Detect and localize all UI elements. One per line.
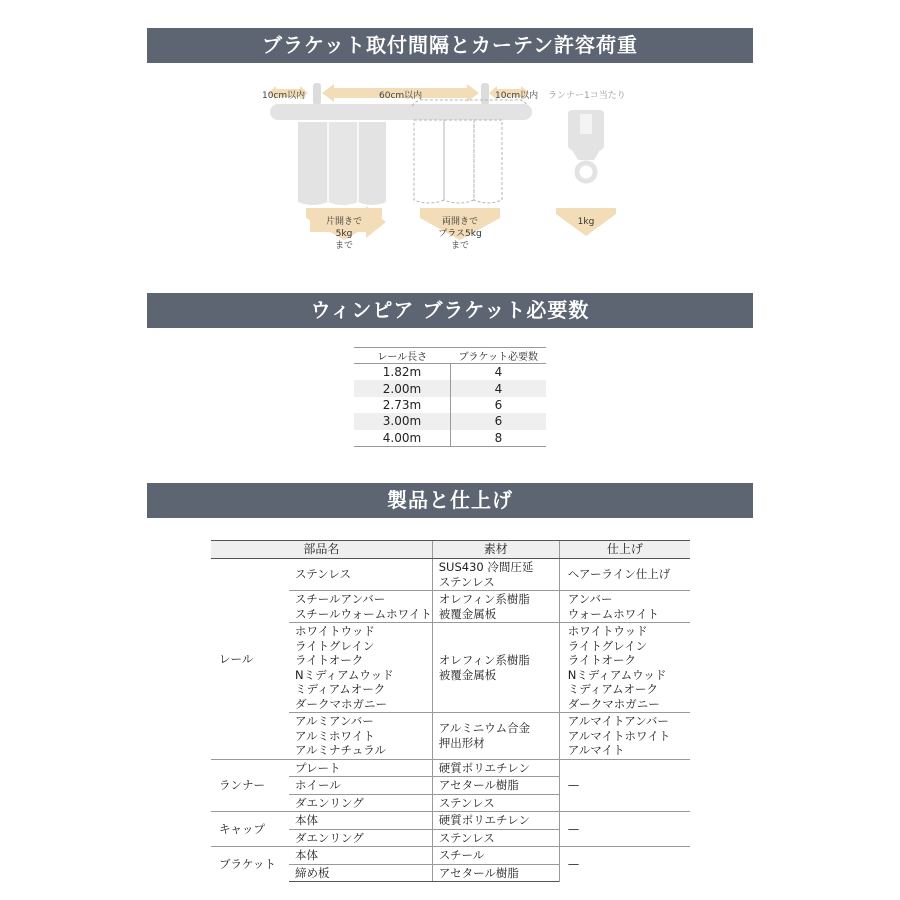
finish-cell: ヘアーライン仕上げ xyxy=(559,559,690,591)
part-name-header: 部品名 xyxy=(211,541,432,559)
rail-length: 3.00m xyxy=(354,413,451,429)
bracket-count-table xyxy=(354,347,546,447)
finish-cell: — xyxy=(559,812,690,847)
part-cell: プレート xyxy=(289,759,432,777)
category-cap: キャップ xyxy=(211,812,289,847)
finish-cell: — xyxy=(559,759,690,812)
bracket-count: 6 xyxy=(494,397,503,412)
product-finish-table xyxy=(211,540,690,882)
material-cell: アセタール樹脂 xyxy=(432,777,559,795)
left-spacing-label: 10cm以内 xyxy=(262,91,306,101)
material-cell: アセタール樹脂 xyxy=(432,864,559,882)
table-row xyxy=(211,847,690,865)
table-row xyxy=(354,413,546,429)
material-cell: アルミニウム合金 押出形材 xyxy=(432,713,559,760)
middle-spacing-label: 60cm以内 xyxy=(379,91,423,101)
part-cell: 締め板 xyxy=(289,864,432,882)
part-cell: ステンレス xyxy=(295,567,352,582)
material-cell: SUS430 冷間圧延 ステンレス xyxy=(432,559,559,591)
table-row xyxy=(211,759,690,777)
bracket-right xyxy=(481,83,489,105)
one-side-load-label: 片開きで 5kg まで xyxy=(325,217,362,251)
runner-label: ランナー1コ当たり xyxy=(548,91,626,101)
part-cell: ダエンリング xyxy=(289,829,432,847)
bracket-left xyxy=(313,83,321,105)
rail-length: 2.73m xyxy=(354,397,451,413)
table-header-row xyxy=(354,348,546,364)
rail-length-header: レール長さ xyxy=(354,348,451,364)
material-cell: オレフィン系樹脂 被覆金属板 xyxy=(432,591,559,623)
finish-cell: アルマイトアンバー アルマイトホワイト アルマイト xyxy=(559,713,690,760)
part-cell: 本体 xyxy=(289,847,432,865)
finish-cell: — xyxy=(559,847,690,882)
table-row xyxy=(354,397,546,413)
one-side-curtain xyxy=(298,120,386,205)
material-cell: ステンレス xyxy=(432,794,559,812)
table-header-row xyxy=(211,541,690,559)
finish-cell: アンバー ウォームホワイト xyxy=(559,591,690,623)
part-cell: ホイール xyxy=(289,777,432,795)
bracket-count: 4 xyxy=(451,380,547,396)
table-row xyxy=(354,380,546,396)
bracket-count: 6 xyxy=(451,413,547,429)
category-bracket: ブラケット xyxy=(211,847,289,882)
both-side-load-label: 両開きで プラス5kg まで xyxy=(438,217,482,251)
part-cell: ダエンリング xyxy=(289,794,432,812)
material-cell: ステンレス xyxy=(432,829,559,847)
bracket-count-section-title: ウィンピア ブラケット必要数 xyxy=(147,293,753,328)
table-row xyxy=(354,430,546,447)
material-cell: 硬質ポリエチレン xyxy=(432,759,559,777)
table-row xyxy=(211,559,690,591)
material-cell: スチール xyxy=(432,847,559,865)
rail-length: 1.82m xyxy=(354,364,451,381)
table-row xyxy=(211,812,690,830)
interval-section-title: ブラケット取付間隔とカーテン許容荷重 xyxy=(147,28,753,63)
product-section-title: 製品と仕上げ xyxy=(147,483,753,518)
part-cell: 本体 xyxy=(289,812,432,830)
bracket-count: 8 xyxy=(451,430,547,447)
material-cell: オレフィン系樹脂 被覆金属板 xyxy=(432,623,559,713)
material-cell: 硬質ポリエチレン xyxy=(432,812,559,830)
finish-cell: ホワイトウッド ライトグレイン ライトオーク Nミディアムウッド ミディアムオーク ダークマホガニー xyxy=(559,623,690,713)
category-runner: ランナー xyxy=(211,759,289,812)
bracket-interval-diagram xyxy=(0,0,900,270)
bracket-count: 4 xyxy=(494,365,503,380)
table-row xyxy=(354,364,546,381)
rail xyxy=(270,104,532,120)
part-cell: アルミアンバー アルミホワイト アルミナチュラル xyxy=(289,713,432,760)
right-spacing-label: 10cm以内 xyxy=(495,91,539,101)
category-rail: レール xyxy=(219,651,254,666)
finish-header: 仕上げ xyxy=(559,541,690,559)
part-cell: ホワイトウッド ライトグレイン ライトオーク Nミディアムウッド ミディアムオーク ダークマホガニー xyxy=(289,623,432,713)
runner-load-label: 1kg xyxy=(577,217,595,227)
rail-length: 4.00m xyxy=(354,430,451,447)
material-header: 素材 xyxy=(432,541,559,559)
runner-figure xyxy=(568,110,604,181)
part-cell: スチールアンバー スチールウォームホワイト xyxy=(289,591,432,623)
bracket-count-header: ブラケット必要数 xyxy=(451,348,547,364)
rail-length: 2.00m xyxy=(354,380,451,396)
